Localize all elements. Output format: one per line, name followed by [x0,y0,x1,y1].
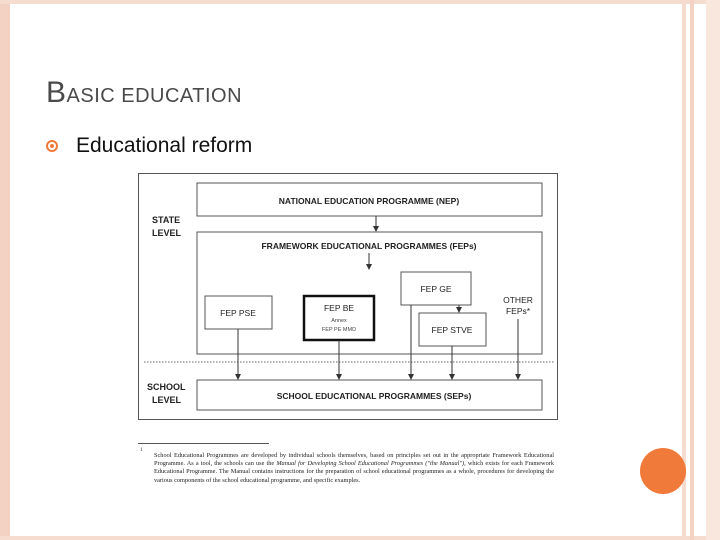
bullet-circle-icon [46,140,58,152]
slide-title [46,76,242,110]
fep-pse-label: FEP PSE [220,308,256,318]
other-feps-label-line2: FEPs* [505,306,531,316]
bullet-text: Educational reform [76,134,253,157]
decorative-orange-circle [640,448,686,494]
state-level-label-line2: LEVEL [152,228,182,238]
footnote-text [154,452,554,485]
footnote-text-italic: Manual for Developing School Educational Programmes ("the Manual") [276,460,465,468]
top-decorative-band [0,0,720,4]
footnote-text-part1: School Educational Programmes are developed by individual schools themselves, based on principles set out in the appropriate Framework Educational Programme. As a tool, the schools can use the [154,452,554,468]
state-level-label-line1: STATE [152,215,181,225]
fep-stve-label: FEP STVE [431,325,473,335]
bottom-decorative-band [0,536,720,540]
fep-be-mmd-label: FEP PE MMD [321,327,357,333]
slide-title-rest: ASIC EDUCATION [66,85,243,107]
seps-label: SCHOOL EDUCATIONAL PROGRAMMES (SEPs) [276,391,472,401]
school-level-label-line2: LEVEL [152,395,182,405]
right-decorative-stripe-b [690,0,694,540]
right-decorative-stripe-c [706,0,720,540]
footnote-marker: 1 [140,448,143,453]
fep-be-label: FEP BE [323,303,355,313]
curriculum-diagram [138,173,558,420]
left-decorative-band [0,0,10,540]
fep-ge-label: FEP GE [420,284,452,294]
footnote-rule [138,443,269,444]
footnote-text-part2: , which exists for each Framework Educational Programme. The Manual contains instructions for the preparation of school educational programmes as a whole, procedures for developing the various components of the school educational programme, and specific examples. [154,460,554,484]
bullet-item [46,134,252,158]
slide-title-initial: B [46,76,67,109]
nep-label: NATIONAL EDUCATION PROGRAMME (NEP) [278,196,460,206]
fep-be-annex-label: Annex [331,318,347,324]
school-level-label-line1: SCHOOL [147,382,186,392]
other-feps-label-line1: OTHER [503,295,533,305]
feps-label: FRAMEWORK EDUCATIONAL PROGRAMMES (FEPs) [261,241,477,251]
curriculum-diagram-svg [139,174,559,421]
